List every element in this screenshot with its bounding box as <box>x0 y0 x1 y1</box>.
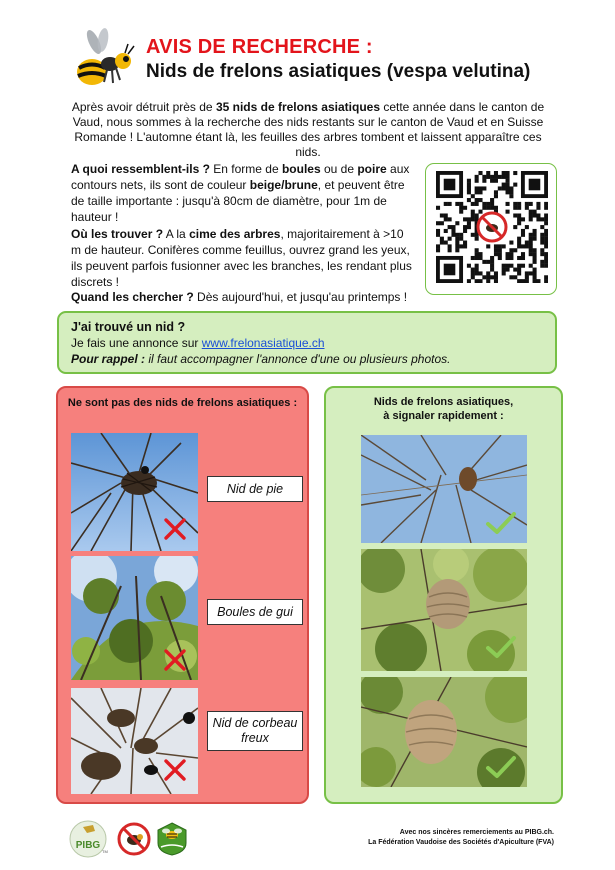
intro-highlight: 35 nids de frelons asiatiques <box>215 100 380 114</box>
label-rook-nest: Nid de corbeau freux <box>207 711 303 751</box>
cross-icon <box>163 517 187 541</box>
footer-thanks: Avec nos sincères remerciements au PIBG.ch. La Fédération Vaudoise des Sociétés d'Apiculture (FVA) <box>368 829 554 846</box>
hornet-nests-panel <box>324 386 563 804</box>
report-link[interactable]: www.frelonasiatique.ch <box>201 336 325 350</box>
no-hornet-icon <box>116 821 152 857</box>
where-paragraph: Où les trouver ? A la cime des arbres, majoritairement à >10 m de hauteur. Conifères comme feuillus, ouvrez grand les yeux, ils peuvent parfois fusionner avec les branches, les rendant plus discrets ! <box>71 227 412 289</box>
cross-icon <box>163 758 187 782</box>
check-icon <box>485 511 517 535</box>
page-subtitle: Nids de frelons asiatiques (vespa velutina) <box>146 61 531 82</box>
nests-heading-line1: Nids de frelons asiatiques, <box>373 396 514 408</box>
qr-code-icon <box>436 171 548 283</box>
svg-text:TM: TM <box>102 849 108 854</box>
not-hornet-nests-panel <box>56 386 309 804</box>
mistletoe-photo <box>71 556 198 680</box>
hornet-nest-photo-3 <box>361 677 527 787</box>
cross-icon <box>163 648 187 672</box>
page-title: AVIS DE RECHERCHE : <box>146 36 373 58</box>
rook-nest-photo <box>71 688 198 794</box>
check-icon <box>485 635 517 659</box>
label-magpie-nest: Nid de pie <box>207 476 303 502</box>
pibg-logo-icon <box>67 819 109 859</box>
look-paragraph: A quoi ressemblent-ils ? En forme de boules ou de poire aux contours nets, ils sont de couleur beige/brune, et peuvent être de taille importante : jusqu'à 80cm de diamètre, pour 1m de hauteur ! <box>71 162 410 224</box>
hornet-nest-photo-1 <box>361 435 527 543</box>
hornet-nest-photo-2 <box>361 549 527 671</box>
nests-heading-line2: à signaler rapidement : <box>383 410 504 422</box>
hornet-icon <box>72 28 136 90</box>
fva-logo-icon <box>155 821 189 857</box>
svg-text:PIBG: PIBG <box>75 840 101 851</box>
intro-text: Après avoir détruit près de 35 nids de frelons asiatiques cette année dans le canton de Vaud, nous sommes à la recherche des nids restants sur le canton de Vaud et en Suisse Romande ! L'automne étant là, les feuilles des arbres tombent et laissent apparaître ces nids. <box>71 100 545 159</box>
found-nest-title: J'ai trouvé un nid ? <box>71 320 186 334</box>
found-nest-box: J'ai trouvé un nid ? Je fais une annonce sur www.frelonasiatique.ch Pour rappel : il faut accompagner l'annonce d'une ou plusieurs photos. <box>57 311 557 374</box>
not-nests-heading: Ne sont pas des nids de frelons asiatiques : <box>67 397 298 409</box>
check-icon <box>485 755 517 779</box>
label-mistletoe: Boules de gui <box>207 599 303 625</box>
qr-code-box[interactable] <box>425 163 557 295</box>
when-paragraph: Quand les chercher ? Dès aujourd'hui, et jusqu'au printemps ! <box>71 290 408 304</box>
magpie-nest-photo <box>71 433 198 551</box>
